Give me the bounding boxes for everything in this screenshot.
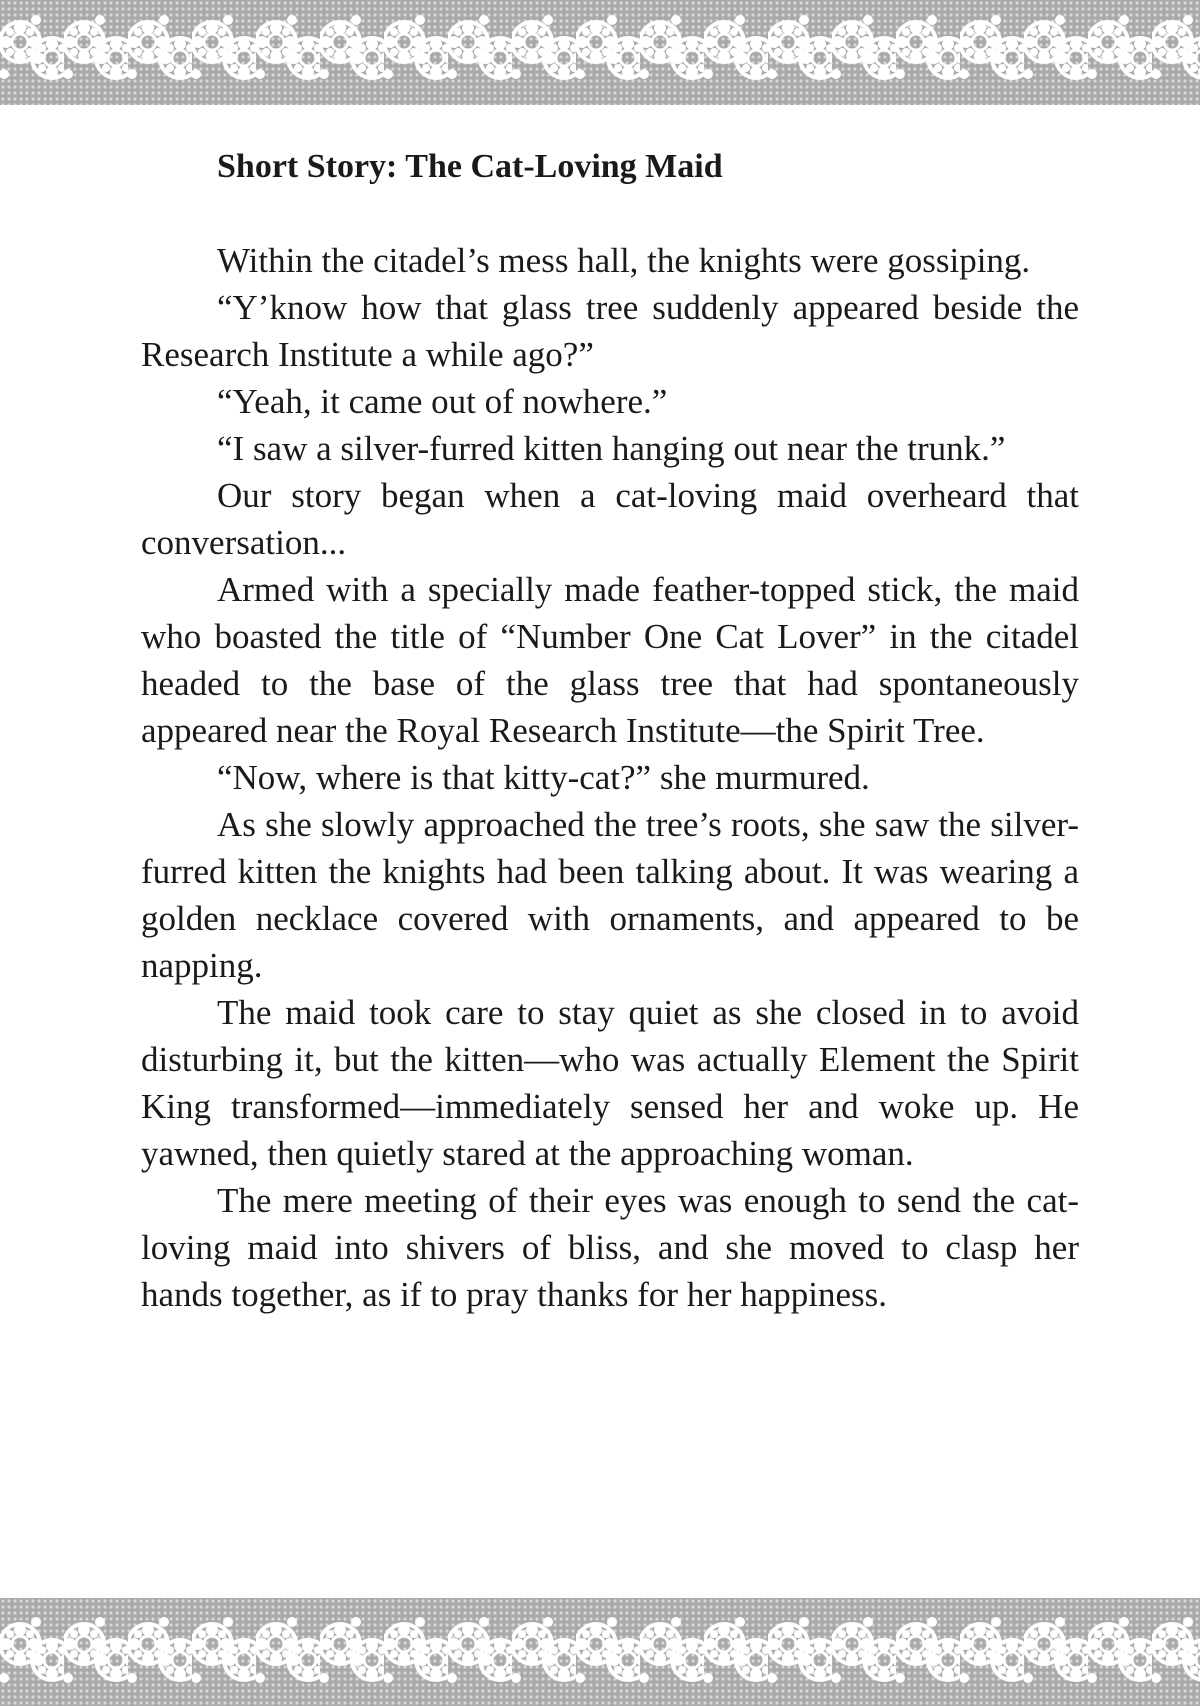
- story-paragraph: “I saw a silver-furred kitten hanging out near the trunk.”: [217, 429, 1006, 468]
- story-paragraph: As she slowly approached the tree’s roots, she saw the silver-furred kitten the knights had been talking about. It was wearing a golden necklace covered with ornaments, and appeared to be napping.: [141, 805, 1079, 985]
- story-paragraph: “Yeah, it came out of nowhere.”: [217, 382, 668, 421]
- lace-border-top: [0, 0, 1200, 105]
- lace-pattern-top: [0, 0, 1200, 105]
- story-paragraph: The mere meeting of their eyes was enough to send the cat-loving maid into shivers of bliss, and she moved to clasp her hands together, as if to pray thanks for her happiness.: [141, 1181, 1079, 1314]
- story-paragraph: The maid took care to stay quiet as she closed in to avoid disturbing it, but the kitten—who was actually Element the Spirit King transformed—immediately sensed her and woke up. He yawned, then quietly stared at the approaching woman.: [141, 993, 1079, 1173]
- story-title: Short Story: The Cat-Loving Maid: [217, 148, 723, 185]
- page-content: [141, 145, 1079, 1318]
- lace-border-bottom: [0, 1598, 1200, 1706]
- story-paragraph: Armed with a specially made feather-topped stick, the maid who boasted the title of “Number One Cat Lover” in the citadel headed to the base of the glass tree that had spontaneously appeared near the Royal Research Institute—the Spirit Tree.: [141, 570, 1079, 750]
- story-paragraph: Within the citadel’s mess hall, the knights were gossiping.: [217, 241, 1031, 280]
- lace-pattern-bottom: [0, 1598, 1200, 1706]
- story-paragraph: “Y’know how that glass tree suddenly appeared beside the Research Institute a while ago?”: [141, 288, 1079, 374]
- story-paragraph: “Now, where is that kitty-cat?” she murmured.: [217, 758, 870, 797]
- story-body: [141, 237, 1079, 1318]
- story-paragraph: Our story began when a cat-loving maid overheard that conversation...: [141, 476, 1079, 562]
